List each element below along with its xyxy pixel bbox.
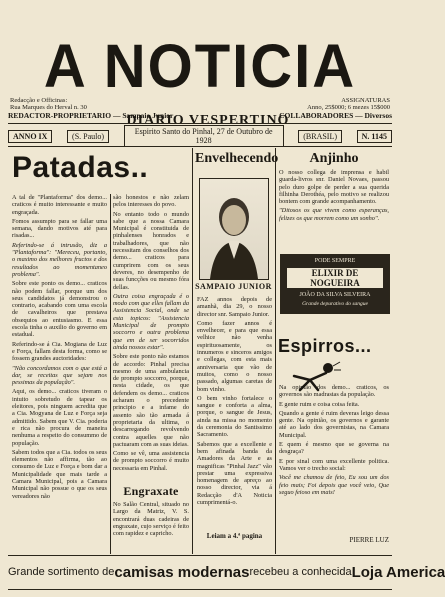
headline-patadas: Patadas.. (12, 151, 149, 184)
patadas-paragraph: Sabem todos que a Cia. todos os seus elementos não affirma, tão ao consumo de Luz e Força e bom dar a Municipalidade que mais tarde a Camara Municipal, pois a Camara Municipal não possue o que os seus vereadores não (12, 448, 107, 500)
headline-espirros: Espirros... (278, 336, 372, 356)
assinaturas-line-2: Anno, 25$000; 6 mezes 15$000 (307, 104, 390, 111)
portrait-illustration (200, 179, 268, 279)
patadas-column-left (12, 194, 107, 554)
anjinho-text (279, 169, 389, 247)
redacao-line-1: Redacção e Officinas: (10, 97, 68, 104)
collaboradores: COLLABORADORES — Diversos (279, 111, 392, 120)
column-rule (110, 194, 111, 554)
envelhecendo-paragraph: O bem vinho fortalece o sangue e conforta a alma, porque, o sangue de Jesus, ainda na missa no momento da ceremonia do Santissimo Sacramento. (197, 394, 272, 439)
patadas-paragraph: "Não concordamos com o que está a dar, se receitas que sejam nos pessimas da população". (12, 364, 107, 387)
headline-envelhecendo: Envelhecendo (195, 151, 279, 166)
patadas-paragraph: Sobre este ponto os demo... craticos não podem fallar, porque um dos seus candidatos já demonstrou o contrario, acabando com uma escola de cavalheiros que prestava obsequios ao entusiasmo. E essa escola tinha o auxilio do governo em estadual. (12, 280, 107, 339)
ad-line-4: Grande depurativo do sangue (302, 301, 368, 307)
bottom-advertisement (8, 558, 445, 586)
patadas-paragraph: Referindo-se á intrusão, diz a "Plantaforma": "Mereceu, portanto, o maximo dos melhores fructos e dos resultados ao momentaneo problema". (12, 241, 107, 278)
staff-line (8, 111, 392, 120)
patadas-paragraph: são honestos e não zelam pelos interesses do povo. (113, 194, 189, 209)
photo-caption: SAMPAIO JUNIOR (195, 282, 272, 291)
patadas-column-right (113, 194, 189, 476)
patadas-paragraph: No entanto todo o mundo sabe que a nossa Camara Municipal é constituida de pinhalenses honrados e trabalhadores, que não necessitam dos conselhos dos demo... craticos para cumprirem com os seus deveres, no desempenho de suas funcções ou mesmo fóra dellas. (113, 210, 189, 291)
espirros-signature: PIERRE LUZ (349, 536, 389, 544)
banner-part-1: Grande sortimento de (8, 566, 115, 578)
ad-line-2: ELIXIR DE NOGUEIRA (287, 268, 383, 288)
headline-anjinho: Anjinho (309, 151, 359, 166)
divider-info (8, 146, 392, 147)
espirros-paragraph: E gente ruim e coisa coisa feita. (279, 400, 360, 408)
patadas-paragraph: Outra coisa engraçada é o modo com que elles fallam da Assistencia Social, onde se esta topicos: "Assistencia Municipal de prompto soccorro e outra problema que em de ser socorridos ainda nossos estar". (113, 292, 189, 351)
patadas-paragraph: A tal de "Plantaforma" dos demo... craticos é muito interessante e muito engraçada. (12, 194, 107, 216)
envelhecendo-paragraph: FAZ annos depois de amanhã, dia 29, o nosso director snr. Sampaio Junior. (197, 296, 272, 318)
divider-top (8, 123, 392, 124)
banner-part-3: recebeu a conhecida (249, 566, 352, 578)
patadas-paragraph: Como se vê, uma assistencia de prompto soccorro é muito necessaria em Pinhal. (113, 450, 189, 472)
patadas-paragraph: Fomos assumpto para se fallar uma semana, dando motivos até para risadas... (12, 217, 107, 240)
envelhecendo-paragraph: Sabemos que a excellente e bem afinada banda da Amadores da Arte e as magnificas "Pinhal Jazz" vão prestar uma expressiva homenagem de apreço ao nosso director, via á Redacção d'A Noticia cumprimentá-o. (197, 440, 272, 507)
espirros-paragraph: Na opinião dos demo... craticos, os governos são madrastas da população. (279, 384, 389, 399)
country-label: (BRASIL) (298, 130, 342, 143)
redactor-proprietario: REDACTOR-PROPRIETARIO — Sampaio Junior (8, 111, 174, 120)
divider-footer (8, 589, 392, 590)
banner-part-4: Loja America (351, 563, 445, 581)
divider-bottom (8, 555, 392, 556)
redacao-info (10, 97, 130, 111)
espirros-text (279, 384, 389, 532)
anjinho-quote: "Ditosos os que vivem como esperanças, felizes os que morrem como um sonho". (279, 207, 389, 222)
elixir-advertisement (280, 254, 390, 314)
ad-line-3: JOÃO DA SILVA SILVEIRA (299, 292, 371, 298)
espirros-paragraph: E por sinal com uma excellente politica. Vamos ver o trecho social: (279, 457, 389, 472)
anjinho-paragraph: O nosso collega de imprensa e habil guarda-livros snr. Daniel Novaes, passou pelo duro golpe de perder a sua querida filhinha Derothéa, pelo motivo se realizou bontem com grande acompanhamento. (279, 169, 389, 206)
date-label: Espirito Santo do Pinhal, 27 de Outubro de 1928 (124, 125, 284, 147)
banner-part-2: camisas modernas (114, 563, 250, 581)
newspaper-title: A NOTICIA (43, 32, 357, 101)
ad-line-1: PODE SEMPRE (314, 258, 356, 264)
info-bar (8, 128, 392, 144)
headline-engraxate: Engraxate (123, 484, 179, 498)
city-label: (S. Paulo) (67, 130, 109, 143)
patadas-paragraph: Sobre este ponto não estamos de accordo: Pinhal precisa mesmo de uma ambulancia de prompto soccorro, porque, nesta cidade, os que defendem os demo... craticos acharam o precedente principio e a infame do assento são tão armada á proprietaria da ultima, o descarregando revolvendo contra aquelles que não pactuaram com as suas ideias. (113, 353, 189, 448)
engraxate-text: No Salão Central, situado no Largo da Matriz, V. S. encontrará duas cadeiras de engraxate, cujo serviço é feito com rapidez e capricho. (113, 501, 189, 538)
anno-label: ANNO IX (8, 130, 52, 143)
continues-note: Leiam a 4.ª pagina (206, 532, 263, 540)
espirros-paragraph: Quando a gente é ruim deveras leigo dessa gente. Na opinião, os governos e garante até ao lado dos governistas, na Camara Municipal. (279, 409, 389, 439)
newspaper-subtitle: DIARIO VESPERTINO (126, 113, 290, 128)
patadas-paragraph: Aqui, os demo... craticos tiveram o intuito sobretudo de tapear os eleitores, pois ninguem acredita que a Cia. Mogyana de Luz e Força seja admittido. Sabem que V. Cia. poderia e rica não procura de maneira nenhuma a respeito do consummo de população. (12, 388, 107, 447)
espirros-paragraph: E quem é mesmo que se governa na desgraça? (279, 441, 389, 456)
column-rule (275, 148, 276, 554)
envelhecendo-paragraph: Como fazer annos é envelhecer, e para que essa velhice não venha espirituosamente, os innumeros e sinceros amigos e collegas, com esta mais anniversaria que vão de muitos, como o nosso passado, algumas caretas de bom vinho. (197, 319, 272, 393)
envelhecendo-text (197, 296, 272, 528)
espirros-verse: Você me chamou de feio, Eu sou um dos feio mais; Foi depois que você veio, Que seguo feioso em mais! (279, 474, 389, 496)
portrait-photo (199, 178, 269, 280)
column-rule (192, 148, 193, 554)
assinaturas-line-1: ASSIGNATURAS (341, 97, 390, 104)
number-label: N. 1145 (357, 130, 392, 143)
assinaturas-info (260, 97, 390, 111)
redacao-line-2: Rua Marques do Herval n. 30 (10, 104, 87, 111)
patadas-paragraph: Referindo-se á Cia. Mogiana de Luz e Força, fallam desta forma, como se fossem grandes auctoridades: (12, 340, 107, 363)
